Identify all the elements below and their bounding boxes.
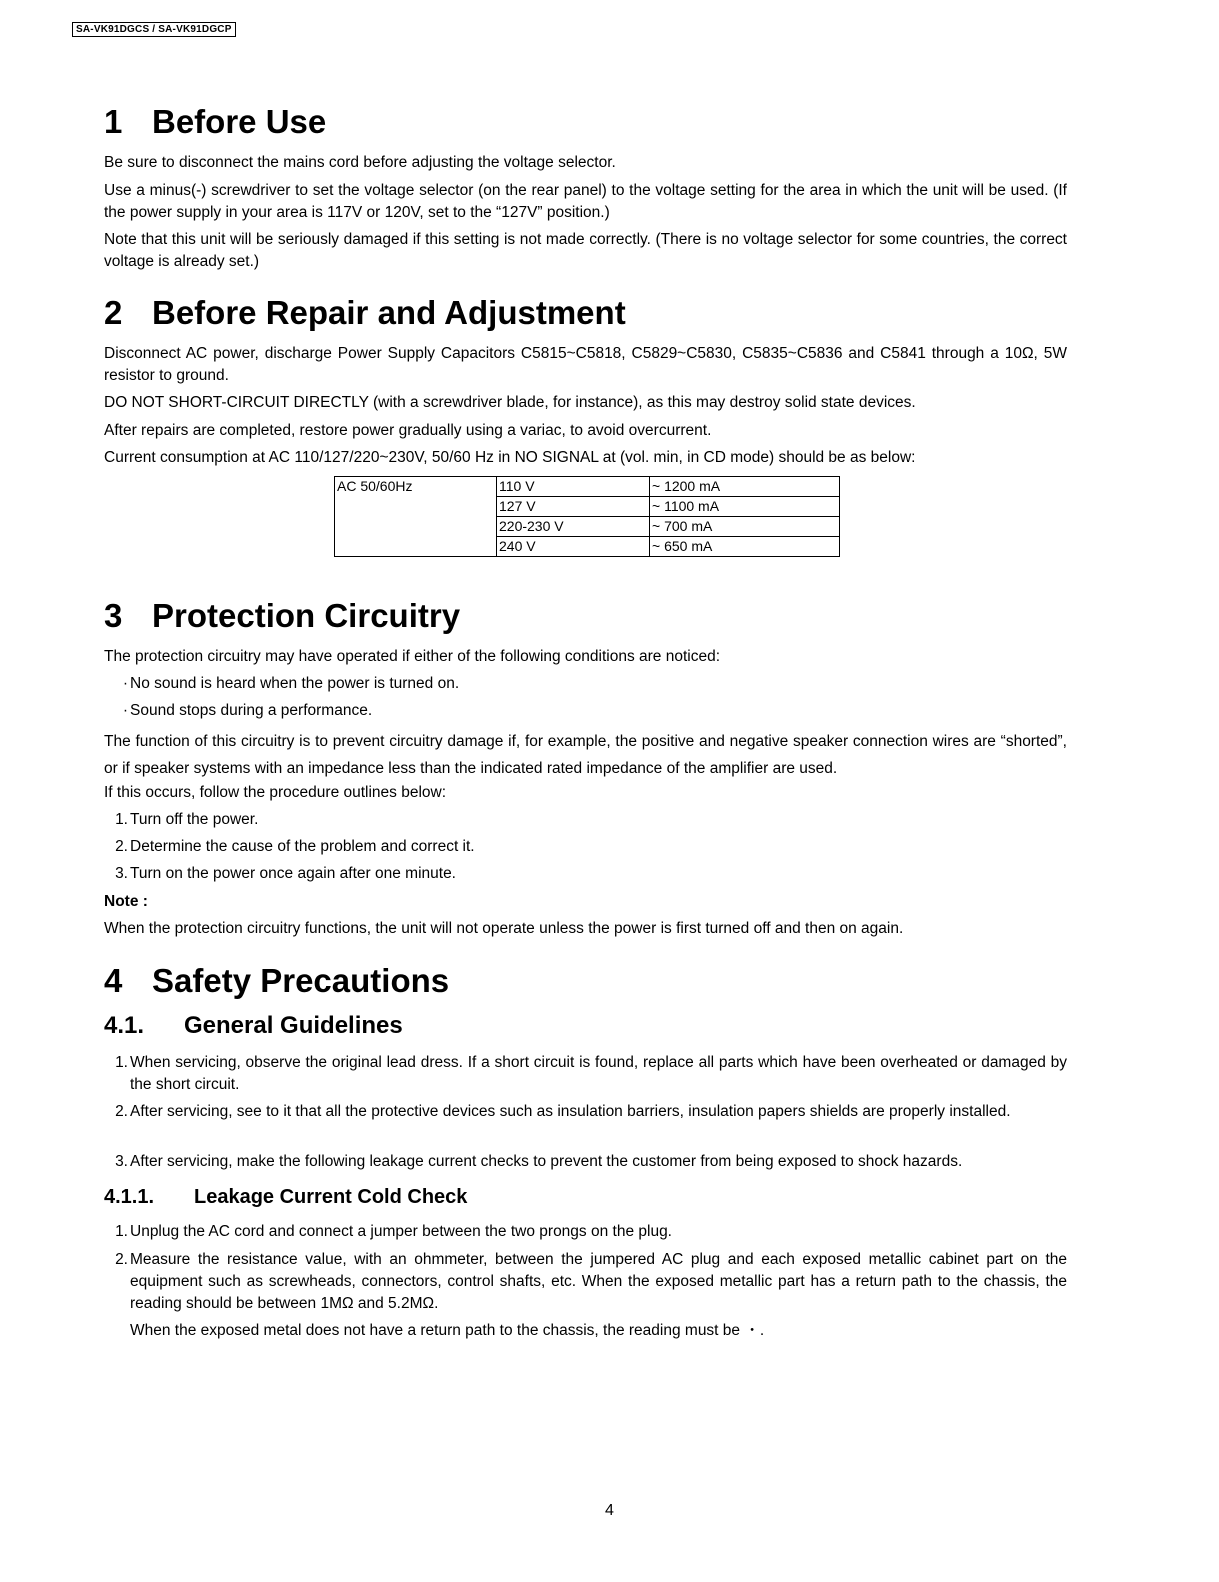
list-item-text: Determine the cause of the problem and correct it. — [130, 838, 475, 855]
table-cell-label: AC 50/60Hz — [335, 477, 497, 557]
table-cell-current: ~ 650 mA — [650, 537, 840, 557]
subsection-title: General Guidelines — [184, 1012, 403, 1039]
section-title: Safety Precautions — [152, 962, 450, 999]
paragraph: Use a minus(-) screwdriver to set the voltage selector (on the rear panel) to the voltage setting for the area in which the unit will be used. (If the power supply in your area is 117V or 120V, set to the “127V” position.) — [104, 182, 1067, 221]
section-title: Before Use — [152, 103, 327, 140]
section-number: 3 — [104, 597, 123, 634]
section-number: 1 — [104, 103, 123, 140]
paragraph: DO NOT SHORT-CIRCUIT DIRECTLY (with a screwdriver blade, for instance), as this may destroy solid state devices. — [104, 394, 916, 411]
list-item-text: After servicing, make the following leakage current checks to prevent the customer from being exposed to shock hazards. — [130, 1153, 963, 1170]
section-3-heading — [104, 596, 460, 636]
table-cell-current: ~ 700 mA — [650, 517, 840, 537]
table-cell-voltage: 127 V — [497, 497, 650, 517]
bullet-marker: · — [122, 675, 128, 692]
list-item — [104, 863, 1067, 885]
paragraph: The function of this circuitry is to prevent circuitry damage if, for example, the positive and negative speaker connection wires are “shorted”, or if speaker systems with an impedance less than the indicated rated impedance of the amplifier are used. — [104, 733, 1067, 777]
section-number: 2 — [104, 294, 123, 331]
subsubsection-number: 4.1.1. — [104, 1186, 155, 1208]
table-cell-voltage: 240 V — [497, 537, 650, 557]
list-item-text: Measure the resistance value, with an ohmmeter, between the jumpered AC plug and each exposed metallic cabinet part on the equipment such as screwheads, connectors, control shafts, etc. When the exposed metallic part has a return path to the chassis, the reading should be between 1MΩ and 5.2MΩ. — [130, 1251, 1067, 1312]
list-item — [104, 1221, 1067, 1243]
list-number: 1. — [115, 1054, 128, 1071]
current-consumption-table — [334, 476, 840, 557]
paragraph: Be sure to disconnect the mains cord before adjusting the voltage selector. — [104, 154, 616, 171]
paragraph: After repairs are completed, restore power gradually using a variac, to avoid overcurrent. — [104, 422, 712, 439]
list-number: 1. — [115, 1223, 128, 1240]
section-1-heading — [104, 102, 326, 142]
list-item — [104, 700, 1067, 722]
subsection-heading — [104, 1011, 403, 1041]
list-item — [104, 1052, 1067, 1096]
list-number: 2. — [115, 1103, 128, 1120]
table-cell-voltage: 110 V — [497, 477, 650, 497]
list-number: 2. — [115, 1251, 128, 1268]
table-cell-current: ~ 1200 mA — [650, 477, 840, 497]
paragraph: If this occurs, follow the procedure outlines below: — [104, 784, 447, 801]
page-number: 4 — [605, 1502, 614, 1519]
list-item — [104, 1101, 1067, 1123]
list-item — [104, 1151, 1067, 1173]
section-2-heading — [104, 293, 626, 333]
list-item-text: Turn on the power once again after one minute. — [130, 865, 456, 882]
list-number: 3. — [115, 865, 128, 882]
section-title: Before Repair and Adjustment — [152, 294, 626, 331]
list-item-text: Turn off the power. — [130, 811, 259, 828]
list-item-text: Unplug the AC cord and connect a jumper between the two prongs on the plug. — [130, 1223, 672, 1240]
subsection-number: 4.1. — [104, 1012, 145, 1039]
section-4-heading — [104, 961, 449, 1001]
table-cell-current: ~ 1100 mA — [650, 497, 840, 517]
list-number: 3. — [115, 1153, 128, 1170]
list-number: 2. — [115, 838, 128, 855]
list-item-text: After servicing, see to it that all the protective devices such as insulation barriers, insulation papers shields are properly installed. — [130, 1103, 1011, 1120]
list-item-text: No sound is heard when the power is turned on. — [130, 675, 460, 692]
table-cell-voltage: 220-230 V — [497, 517, 650, 537]
paragraph: When the exposed metal does not have a return path to the chassis, the reading must be ・. — [130, 1322, 765, 1339]
paragraph: Current consumption at AC 110/127/220~230V, 50/60 Hz in NO SIGNAL at (vol. min, in CD mode) should be as below: — [104, 449, 916, 466]
list-item — [104, 673, 1067, 695]
subsubsection-heading — [104, 1184, 467, 1210]
list-item — [104, 1249, 1067, 1315]
list-item-text: When servicing, observe the original lead dress. If a short circuit is found, replace all parts which have been overheated or damaged by the short circuit. — [130, 1054, 1067, 1093]
model-number-label: SA-VK91DGCS / SA-VK91DGCP — [72, 22, 236, 37]
paragraph: The protection circuitry may have operated if either of the following conditions are noticed: — [104, 648, 721, 665]
section-title: Protection Circuitry — [152, 597, 461, 634]
list-number: 1. — [115, 811, 128, 828]
section-number: 4 — [104, 962, 123, 999]
list-item — [104, 809, 1067, 831]
paragraph: Disconnect AC power, discharge Power Supply Capacitors C5815~C5818, C5829~C5830, C5835~C5836 and C5841 through a 10Ω, 5W resistor to ground. — [104, 345, 1067, 384]
bullet-marker: · — [122, 702, 128, 719]
subsubsection-title: Leakage Current Cold Check — [194, 1186, 468, 1208]
list-item — [104, 836, 1067, 858]
list-item-text: Sound stops during a performance. — [130, 702, 373, 719]
note-label: Note : — [104, 893, 148, 910]
table-row — [335, 477, 840, 497]
paragraph: Note that this unit will be seriously damaged if this setting is not made correctly. (There is no voltage selector for some countries, the correct voltage is already set.) — [104, 231, 1067, 270]
note-text: When the protection circuitry functions, the unit will not operate unless the power is first turned off and then on again. — [104, 920, 904, 937]
